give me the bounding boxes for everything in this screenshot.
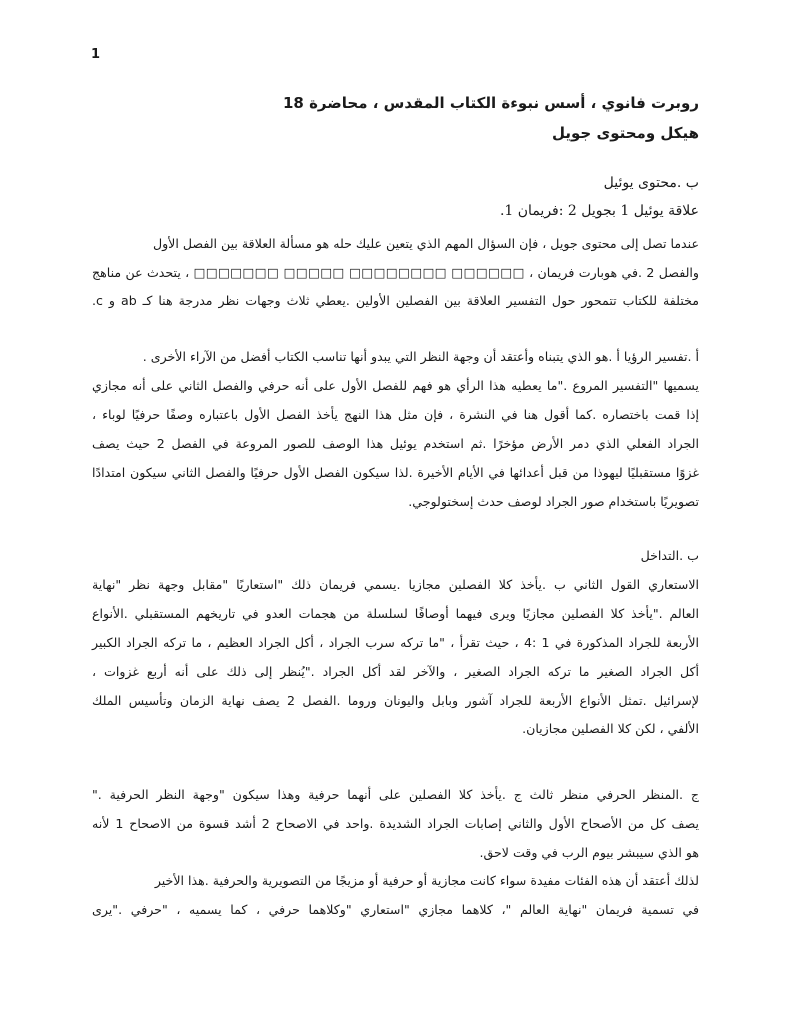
overlap-line-1: الاستعاري القول الثاني ب .يأخذ كلا الفصلين مجازيا .يسمي فريمان ذلك "استعاريًا "مقابل وجهة نظر "نهاية <box>92 577 699 592</box>
literal-line-1: ج .المنظر الحرفي منظر ثالث ج .يأخذ كلا الفصلين على أنهما حرفية وهذا سيكون "وجهة النظر الحرفية ." <box>92 787 699 802</box>
intro-line-3: مختلفة للكتاب تتمحور حول التفسير العلاقة بين الفصلين الأولين .يعطي ثلاث وجهات نظر مدرجة هنا كـ ab و c. <box>92 293 700 308</box>
vision-line-5: غزوًا مستقبليًا ليهوذا من قبل أعدائها في الأيام الأخيرة .لذا سيكون الفصل الأول حرفيًا والفصل الثاني سيكون امتدادًا <box>92 465 699 480</box>
document-subtitle: هيكل ومحتوى جويل <box>551 124 699 142</box>
intro-line-2: والفصل 2 .في هوبارت فريمان ، □□□□□□ □□□□□□□□ □□□□□ □□□□□□□ ، يتحدث عن مناهج <box>92 265 699 280</box>
intro-line-1: عندما تصل إلى محتوى جويل ، فإن السؤال المهم الذي يتعين عليك حله هو مسألة العلاقة بين الفصل الأول <box>152 236 699 251</box>
vision-line-4: الجراد الفعلي الذي دمر الأرض مؤخرًا .ثم استخدم يوئيل هذا الوصف للصور المروعة في الفصل 2 حيث يصف <box>92 436 699 451</box>
overlap-line-3: الأربعة للجراد المذكورة في 1 :4 ، حيث تقرأ ، "ما تركه سرب الجراد ، أكل الجراد العظيم ، ما تركه الجراد الكبير <box>92 635 699 650</box>
conclusion-line-1: لذلك أعتقد أن هذه الفئات مفيدة سواء كانت مجازية أو حرفية أو مزيجًا من التصويرية والحرفية .هذا الأخير <box>154 873 699 888</box>
relation-heading: علاقة يوئيل 1 بجويل 2 :فريمان 1. <box>499 203 699 219</box>
literal-line-3: هو الذي سيبشر بيوم الرب في وقت لاحق. <box>479 845 699 860</box>
overlap-heading: ب .التداخل <box>640 548 699 563</box>
vision-line-1: أ .تفسير الرؤيا أ .هو الذي يتبناه وأعتقد أن وجهة النظر التي يبدو أنها تناسب الكتاب أفضل من الآراء الأخرى . <box>142 349 699 364</box>
overlap-line-2: العالم ."يأخذ كلا الفصلين مجازيًا ويرى فيهما أوصافًا لسلسلة من هجمات العدو في تاريخهم المستقبلي .الأنواع <box>92 606 699 621</box>
overlap-line-5: لإسرائيل .تمثل الأنواع الأربعة للجراد آشور وبابل واليونان وروما .الفصل 2 يصف نهاية الزمان وتأسيس الملك <box>92 693 699 708</box>
conclusion-line-2: في تسمية فريمان "نهاية العالم "، كلاهما مجازي "استعاري "وكلاهما حرفي ، كما يسميه ، "حرفي ."يرى <box>92 902 699 917</box>
vision-line-3: إذا قمت باختصاره .كما أقول هنا في النشرة ، فإن مثل هذا النهج يأخذ الفصل الأول باعتباره وصفًا حرفيًا لوباء ، <box>92 407 699 422</box>
literal-line-2: يصف كل من الأصحاح الأول والثاني إصابات الجراد الشديدة .واحد في الاصحاح 2 أشد قسوة من الاصحاح 1 لأنه <box>92 816 700 831</box>
overlap-line-6: الألفي ، لكن كلا الفصلين مجازيان. <box>522 721 699 736</box>
vision-line-6: تصويريًا باستخدام صور الجراد لوصف حدث إسختولوجي. <box>408 494 699 509</box>
document-title: روبرت فانوي ، أسس نبوءة الكتاب المقدس ، محاضرة 18 <box>282 94 699 112</box>
vision-line-2: يسميها "التفسير المروع ."ما يعطيه هذا الرأي هو فهم للفصل الأول على أنه حرفي والفصل الثاني على أنه مجازي <box>92 378 699 393</box>
overlap-line-4: أكل الجراد الصغير ما تركه الجراد الصغير ، والآخر لقد أكل الجراد ."يُنظر إلى ذلك على أنه أربع غزوات ، <box>92 664 699 679</box>
page-number: 1 <box>91 47 101 62</box>
section-heading-content: ب .محتوى يوئيل <box>603 175 699 191</box>
